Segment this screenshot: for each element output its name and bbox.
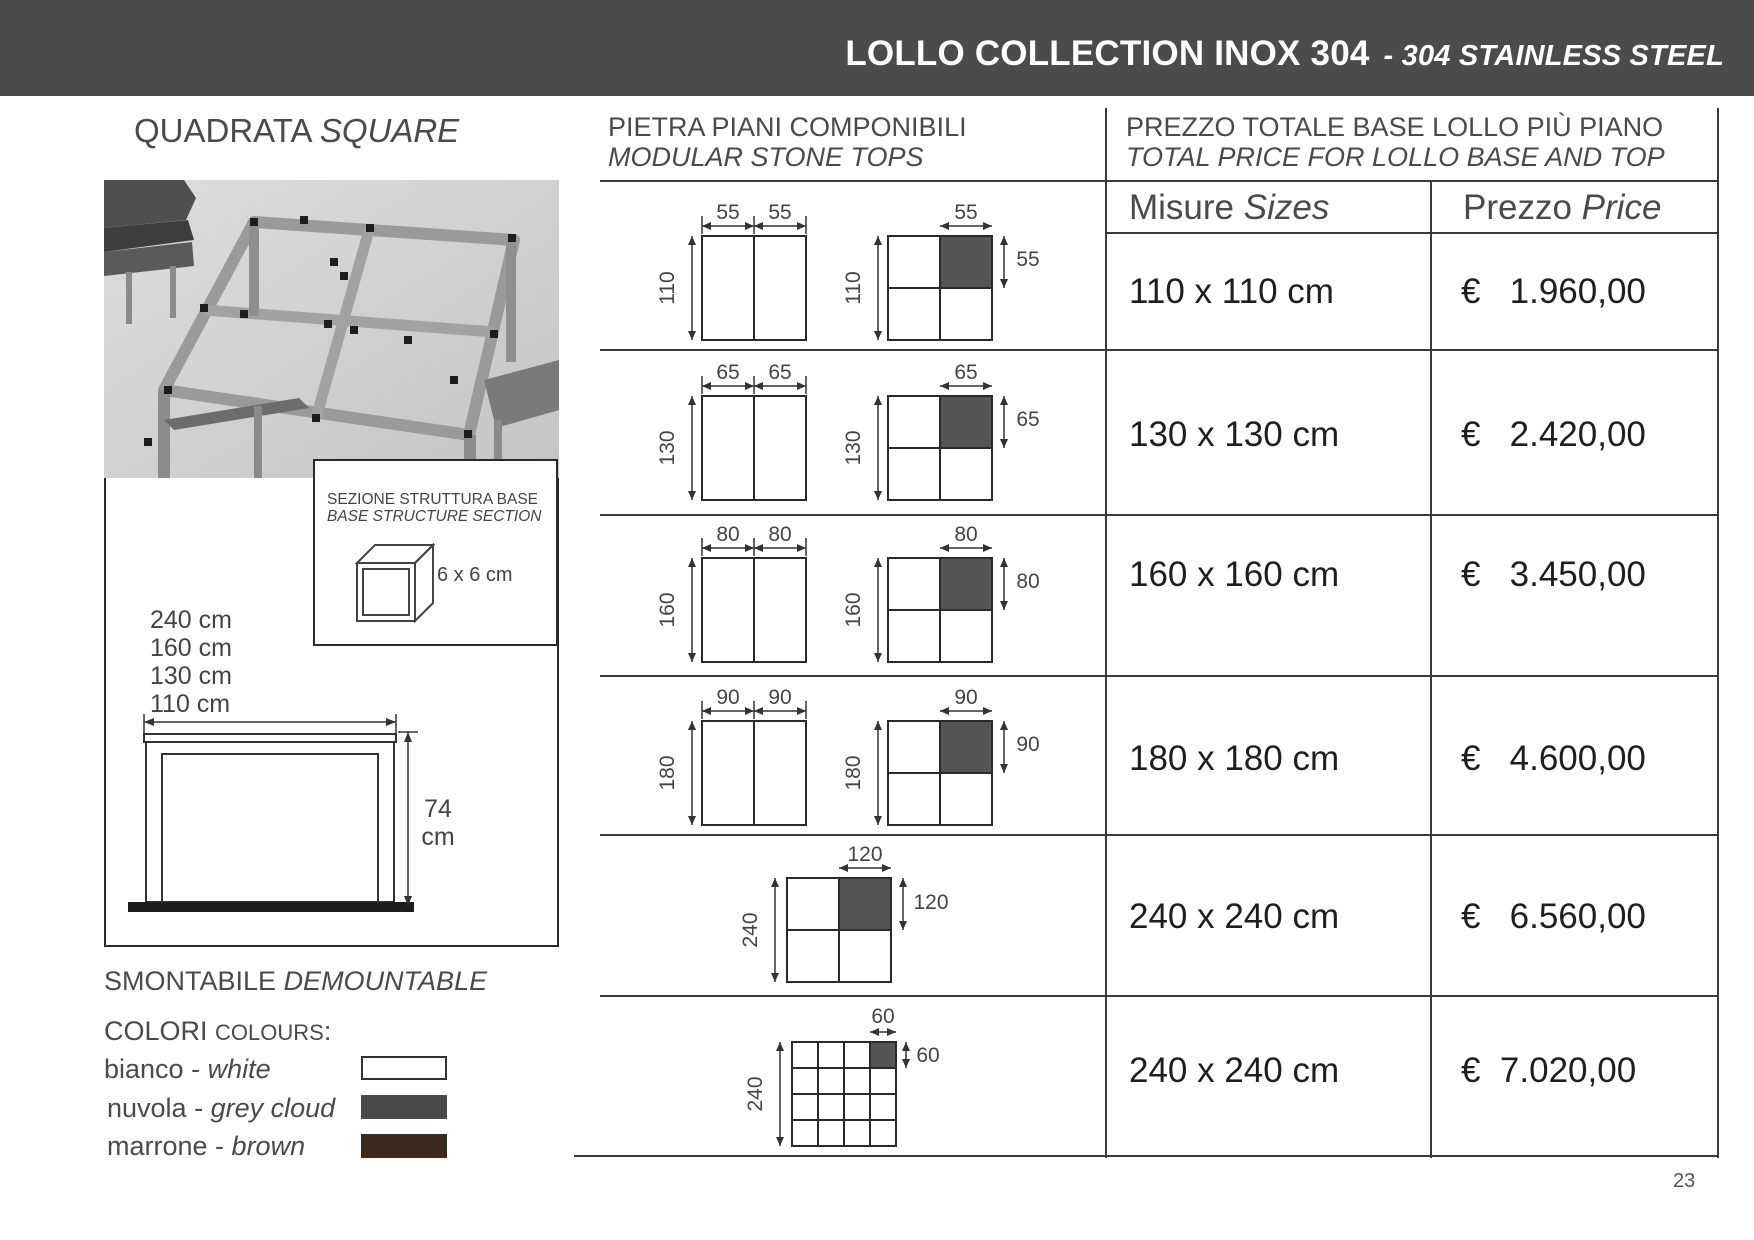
dim-arrow-head	[702, 222, 711, 230]
dim-arrow-head	[797, 544, 806, 552]
dim-arrow-head	[874, 558, 882, 567]
dim-arrow-head	[870, 1028, 879, 1036]
dim-arrow-head	[899, 921, 907, 930]
module-dimension: 80	[768, 523, 792, 546]
dim-arrow-head	[1000, 396, 1008, 405]
price-cell: € 4.600,00	[1461, 739, 1646, 778]
price-cell: € 2.420,00	[1461, 415, 1646, 454]
modular-tops-header-it: PIETRA PIANI COMPONIBILI	[608, 112, 967, 142]
module-dimension: 90	[716, 686, 740, 709]
demountable-en: DEMOUNTABLE	[283, 966, 488, 996]
total-dimension: 160	[842, 592, 865, 628]
page-number: 23	[1673, 1170, 1696, 1192]
structure-label-en: BASE STRUCTURE SECTION	[327, 508, 542, 525]
length-label: 240 cm	[150, 606, 232, 634]
dim-arrow-head	[688, 491, 696, 500]
colour-name-it: nuvola	[107, 1093, 187, 1123]
module-dimension: 65	[716, 361, 740, 384]
dim-arrow-head	[688, 236, 696, 245]
dim-arrow-head	[745, 222, 754, 230]
highlighted-module	[940, 721, 992, 773]
dim-arrow-head	[940, 707, 949, 715]
dim-arrow-head	[688, 653, 696, 662]
module-dimension: 65	[1016, 408, 1040, 431]
dim-arrow-head	[940, 222, 949, 230]
modular-tops-header-en: MODULAR STONE TOPS	[608, 142, 924, 172]
dim-arrow-head	[688, 816, 696, 825]
dim-arrow-head	[688, 331, 696, 340]
dim-arrow-head	[754, 382, 763, 390]
colour-name: nuvola - grey cloud	[107, 1093, 336, 1123]
structure-size: 6 x 6 cm	[437, 564, 513, 586]
module-dimension: 60	[871, 1005, 895, 1028]
module-dimension: 55	[716, 201, 740, 224]
colour-name-en: white	[207, 1054, 271, 1084]
dim-arrow-head	[754, 544, 763, 552]
dim-arrow-head	[745, 544, 754, 552]
dim-arrow-head	[1000, 558, 1008, 567]
module-dimension: 65	[768, 361, 792, 384]
length-label: 160 cm	[150, 634, 232, 662]
dim-arrow-head	[754, 707, 763, 715]
colours-it: COLORI	[104, 1016, 208, 1046]
price-cell: € 7.020,00	[1461, 1051, 1637, 1090]
price-cell: € 1.960,00	[1461, 272, 1646, 311]
shape-title-en: SQUARE	[319, 112, 460, 149]
total-dimension: 160	[656, 592, 679, 628]
highlighted-module	[870, 1042, 896, 1068]
price-header-en: Price	[1581, 188, 1662, 227]
dim-arrow-head	[1000, 279, 1008, 288]
total-dimension: 110	[842, 271, 865, 305]
dim-arrow-head	[688, 558, 696, 567]
total-price-header-en: TOTAL PRICE FOR LOLLO BASE AND TOP	[1126, 142, 1665, 172]
price-cell: € 6.560,00	[1461, 897, 1646, 936]
module-dimension: 90	[954, 686, 978, 709]
highlighted-module	[940, 236, 992, 288]
colour-name: marrone - brown	[107, 1131, 306, 1161]
dim-arrow-head	[874, 331, 882, 340]
height-unit: cm	[421, 823, 455, 851]
dim-arrow-head	[754, 222, 763, 230]
module-dimension: 90	[1016, 733, 1040, 756]
total-dimension: 110	[656, 271, 679, 305]
price-cell: € 3.450,00	[1461, 555, 1646, 594]
module-dimension: 90	[768, 686, 792, 709]
colour-name-it: marrone	[107, 1131, 208, 1161]
price-header-it: Prezzo	[1463, 188, 1572, 227]
dim-arrow-head	[1000, 439, 1008, 448]
dim-arrow-head	[702, 544, 711, 552]
module-dimension: 120	[847, 843, 883, 866]
colour-name-it: bianco	[104, 1054, 184, 1084]
highlighted-module	[940, 558, 992, 610]
dim-arrow-head	[983, 544, 992, 552]
size-cell: 160 x 160 cm	[1129, 555, 1340, 594]
module-dimension: 80	[1016, 570, 1040, 593]
dim-arrow-head	[1000, 236, 1008, 245]
height-value: 74	[424, 795, 452, 823]
dim-arrow-head	[702, 707, 711, 715]
dim-arrow-head	[902, 1059, 910, 1068]
total-dimension: 180	[656, 755, 679, 791]
dim-arrow-head	[776, 1042, 784, 1051]
size-cell: 110 x 110 cm	[1129, 272, 1334, 311]
colours-en: COLOURS	[215, 1020, 324, 1045]
structure-label: SEZIONE STRUTTURA BASE	[327, 491, 539, 508]
dim-arrow-head	[874, 653, 882, 662]
dim-arrow-head	[688, 396, 696, 405]
module-dimension: 60	[916, 1044, 940, 1067]
dim-arrow-head	[874, 491, 882, 500]
dim-arrow-head	[771, 878, 779, 887]
module-dimension: 55	[1016, 248, 1040, 271]
sizes-header-en: Sizes	[1243, 188, 1330, 227]
dim-arrow-head	[797, 707, 806, 715]
dim-arrow-head	[874, 236, 882, 245]
dim-arrow-head	[1000, 764, 1008, 773]
total-dimension: 240	[744, 1076, 767, 1112]
length-label: 130 cm	[150, 662, 232, 690]
module-dimension: 55	[954, 201, 978, 224]
dim-arrow-head	[1000, 721, 1008, 730]
total-price-header-it: PREZZO TOTALE BASE LOLLO PIÙ PIANO	[1126, 112, 1664, 142]
module-dimension: 120	[913, 891, 949, 914]
colour-name-en: grey cloud	[210, 1093, 336, 1123]
dim-arrow-head	[882, 864, 891, 872]
sizes-header-it: Misure	[1129, 188, 1235, 227]
total-dimension: 130	[656, 430, 679, 466]
collection-subtitle: - 304 STAINLESS STEEL	[1383, 40, 1724, 72]
colours-colon: :	[323, 1016, 332, 1046]
dim-arrow-head	[874, 721, 882, 730]
total-dimension: 180	[842, 755, 865, 791]
dim-arrow-head	[874, 396, 882, 405]
module-dimension: 80	[716, 523, 740, 546]
dim-arrow-head	[776, 1137, 784, 1146]
total-dimension: 130	[842, 430, 865, 466]
dim-arrow-head	[688, 721, 696, 730]
dim-arrow-head	[1000, 601, 1008, 610]
colour-name-en: brown	[231, 1131, 306, 1161]
dim-arrow-head	[797, 222, 806, 230]
dim-arrow-head	[874, 816, 882, 825]
dim-arrow-head	[771, 973, 779, 982]
module-dimension: 55	[768, 201, 792, 224]
shape-title-it: QUADRATA	[134, 112, 311, 149]
module-dimension: 80	[954, 523, 978, 546]
dim-arrow-head	[887, 1028, 896, 1036]
highlighted-module	[940, 396, 992, 448]
size-cell: 130 x 130 cm	[1129, 415, 1340, 454]
colour-name: bianco - white	[104, 1054, 271, 1084]
dim-arrow-head	[940, 544, 949, 552]
dim-arrow-head	[940, 382, 949, 390]
collection-name: LOLLO COLLECTION INOX 304	[845, 34, 1370, 73]
size-cell: 240 x 240 cm	[1129, 897, 1340, 936]
module-dimension: 65	[954, 361, 978, 384]
length-label: 110 cm	[150, 690, 231, 718]
highlighted-module	[839, 878, 891, 930]
dim-arrow-head	[899, 878, 907, 887]
dim-arrow-head	[797, 382, 806, 390]
dim-arrow-head	[983, 222, 992, 230]
dim-arrow-head	[902, 1042, 910, 1051]
dim-arrow-head	[983, 707, 992, 715]
size-cell: 180 x 180 cm	[1129, 739, 1340, 778]
dim-arrow-head	[745, 707, 754, 715]
dim-arrow-head	[745, 382, 754, 390]
dim-arrow-head	[983, 382, 992, 390]
size-cell: 240 x 240 cm	[1129, 1051, 1340, 1090]
demountable-it: SMONTABILE	[104, 966, 277, 996]
dim-arrow-head	[702, 382, 711, 390]
total-dimension: 240	[739, 912, 762, 948]
